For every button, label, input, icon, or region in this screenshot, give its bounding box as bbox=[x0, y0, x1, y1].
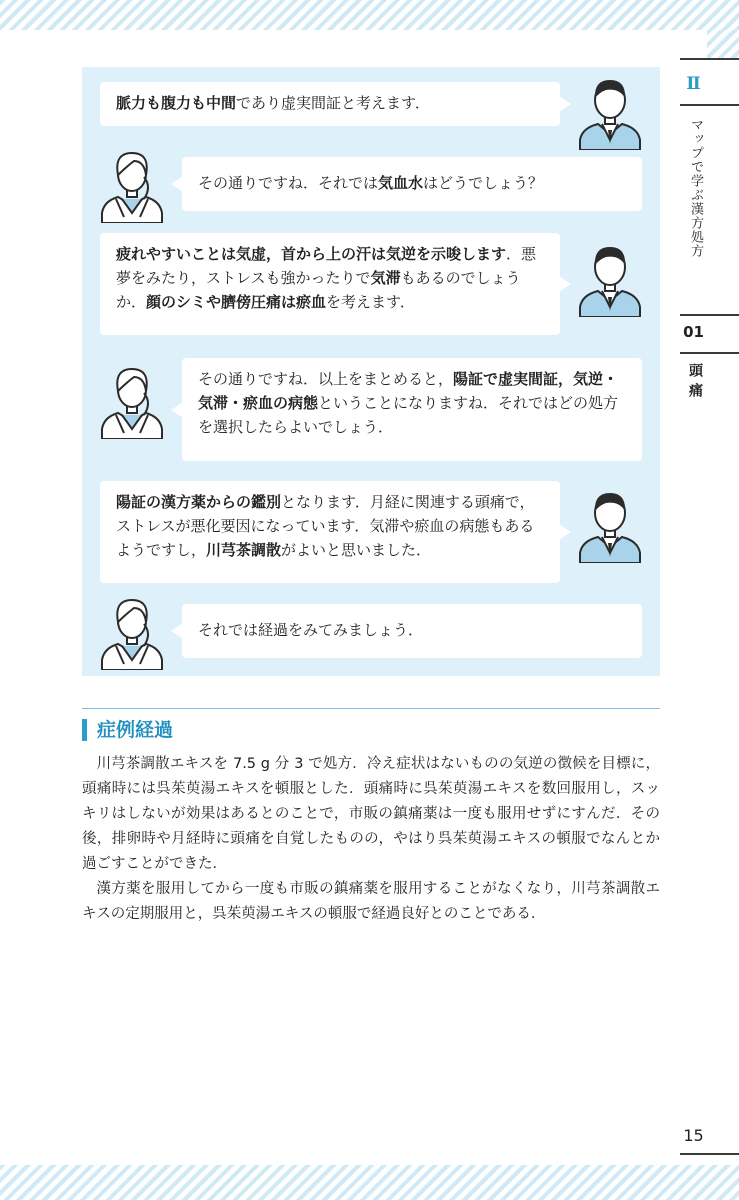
dialogue-text: ．悪夢をみたり，ストレスも強かったりで bbox=[116, 245, 537, 287]
side-divider bbox=[680, 352, 739, 354]
side-divider bbox=[680, 104, 739, 106]
dialogue-text: その通りですね．それでは bbox=[198, 174, 379, 192]
female-mentor-avatar-icon bbox=[94, 594, 170, 670]
speech-bubble bbox=[100, 481, 560, 583]
emphasis-text: 陽証の漢方薬からの鑑別 bbox=[116, 493, 282, 511]
male-doctor-avatar-icon bbox=[572, 241, 648, 317]
dialogue-text: ということになりますね．それではどの処方を選択したらよいでしょう． bbox=[198, 394, 619, 436]
top-stripe-decoration bbox=[0, 0, 739, 30]
female-mentor-avatar-icon bbox=[94, 147, 170, 223]
speech-bubble bbox=[182, 604, 642, 658]
speech-bubble bbox=[182, 157, 642, 211]
dialogue-text: それでは経過をみてみましょう． bbox=[198, 621, 424, 639]
dialogue-text: であり虚実間証と考えます． bbox=[236, 94, 430, 112]
bottom-stripe-decoration bbox=[0, 1165, 739, 1200]
dialogue-panel bbox=[82, 67, 660, 676]
section-number: 01 bbox=[683, 323, 704, 341]
female-mentor-avatar-icon bbox=[94, 363, 170, 439]
emphasis-text: 川芎茶調散 bbox=[206, 541, 282, 559]
dialogue-text: がよいと思いました． bbox=[281, 541, 432, 559]
side-divider bbox=[680, 314, 739, 316]
dialogue-text: はどうでしょう？ bbox=[423, 174, 544, 192]
side-divider bbox=[680, 58, 739, 60]
emphasis-text: 疲れやすいことは気虚，首から上の汗は気逆を示唆します bbox=[116, 245, 507, 263]
case-progress-text bbox=[82, 752, 660, 927]
section-heading bbox=[82, 708, 660, 745]
dialogue-text: もあるのでしょうか． bbox=[116, 269, 521, 311]
emphasis-text: 顔のシミや臍傍圧痛は瘀血 bbox=[146, 293, 327, 311]
paragraph: 漢方薬を服用してから一度も市販の鎮痛薬を服用することがなくなり，川芎茶調散エキスの定期服用と，呉茱萸湯エキスの頓服で経過良好とのことである． bbox=[82, 881, 660, 922]
emphasis-text: 気血水 bbox=[378, 174, 424, 192]
speech-bubble bbox=[100, 233, 560, 335]
page-number: 15 bbox=[683, 1126, 704, 1145]
section-title: 症例経過 bbox=[97, 719, 174, 741]
dialogue-text: その通りですね．以上をまとめると， bbox=[198, 370, 454, 388]
dialogue-text: を考えます． bbox=[326, 293, 415, 311]
section-title-vertical: 頭痛 bbox=[687, 363, 703, 403]
emphasis-text: 気滞 bbox=[370, 269, 401, 287]
chapter-title: マップで学ぶ漢方処方 bbox=[688, 118, 703, 258]
speech-bubble bbox=[100, 82, 560, 126]
male-doctor-avatar-icon bbox=[572, 74, 648, 150]
emphasis-text: 陽証で虚実間証，気逆・気滞・瘀血の病態 bbox=[198, 370, 619, 412]
male-doctor-avatar-icon bbox=[572, 487, 648, 563]
speech-bubble bbox=[182, 358, 642, 461]
dialogue-text: となります．月経に関連する頭痛で，ストレスが悪化要因になっています．気滞や瘀血の病態もあるようですし， bbox=[116, 493, 535, 559]
heading-accent-bar bbox=[82, 719, 87, 741]
chapter-number: Ⅱ bbox=[686, 74, 701, 94]
side-divider bbox=[680, 1153, 739, 1155]
paragraph: 川芎茶調散エキスを 7.5 g 分 3 で処方．冷え症状はないものの気逆の徴候を目標に，頭痛時には呉茱萸湯エキスを頓服とした．頭痛時に呉茱萸湯エキスを数回服用し，スッキリはしないが効果はあるとのことで，市販の鎮痛薬は一度も服用せずにすんだ．その後，排卵時や月経時に頭痛を自覚したものの，やはり呉茱萸湯エキスの頓服でなんとか過ごすことができた． bbox=[82, 756, 660, 872]
emphasis-text: 脈力も腹力も中間 bbox=[116, 94, 237, 112]
